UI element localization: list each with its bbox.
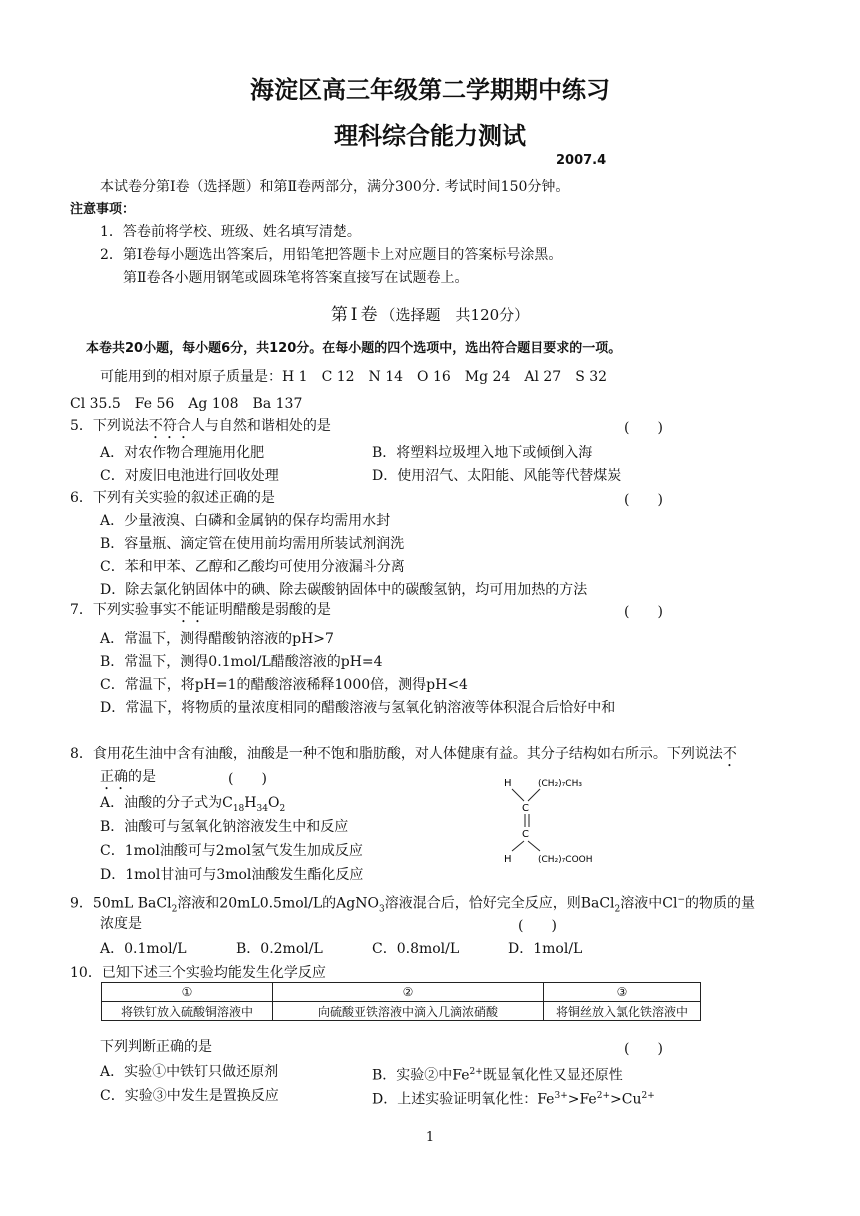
q9-option-c: C．0.8mol/L <box>372 941 460 957</box>
table-header-2: ② <box>273 983 544 1002</box>
atomic-masses-line1: 可能用到的相对原子质量是：H 1 C 12 N 14 O 16 Mg 24 Al 27 S 32 <box>100 369 608 385</box>
exam-title: 海淀区高三年级第二学期期中练习 <box>250 76 610 104</box>
q10-answer-blank: ( ) <box>624 1041 663 1057</box>
struct-c-top: C <box>522 803 529 814</box>
q7-option-a: A．常温下，测得醋酸钠溶液的pH>7 <box>100 631 334 647</box>
q9-answer-blank: ( ) <box>518 918 557 934</box>
q8-emphasis-1: 不 <box>722 746 737 762</box>
q7-option-c: C．常温下，将pH=1的醋酸溶液稀释1000倍，测得pH<4 <box>100 677 468 693</box>
struct-r-bottom: (CH₂)₇COOH <box>538 855 593 865</box>
q10-option-a: A．实验①中铁钉只做还原剂 <box>100 1064 279 1080</box>
q6-answer-blank: ( ) <box>624 492 663 508</box>
q7-post: 证明醋酸是弱酸的是 <box>204 602 331 618</box>
oleic-acid-structure <box>500 773 630 867</box>
q10-judge: 下列判断正确的是 <box>100 1039 212 1055</box>
question-8-stem-line2 <box>100 768 156 793</box>
question-9-stem: 9．50mL BaCl$_2$溶液和20mL0.5mol/L的AgNO$_3$溶液混合后，恰好完全反应，则BaCl$_2$溶液中Cl−的物质的量 <box>70 895 756 915</box>
struct-c-bottom: C <box>522 829 529 840</box>
section-desc: （选择题 共120分） <box>380 306 530 324</box>
q9-option-b: B．0.2mol/L <box>236 941 323 957</box>
question-8-stem <box>70 745 737 770</box>
q8-emphasis-2: 正确 <box>100 769 128 785</box>
q9-option-a: A．0.1mol/L <box>100 941 187 957</box>
section-name: 第Ⅰ卷 <box>330 305 381 325</box>
table-row <box>102 1002 701 1021</box>
q7-option-b: B．常温下，测得0.1mol/L醋酸溶液的pH=4 <box>100 654 383 670</box>
q7-pre: 7．下列实验事实 <box>70 602 177 618</box>
exam-subtitle: 理科综合能力测试 <box>334 122 526 150</box>
q5-emphasis: 不符合 <box>148 418 191 434</box>
q8-option-d: D．1mol甘油可与3mol油酸发生酯化反应 <box>100 867 364 883</box>
q6-option-b: B．容量瓶、滴定管在使用前均需用所装试剂润洗 <box>100 536 405 552</box>
struct-h-bottom: H <box>504 854 512 865</box>
q6-option-c: C．苯和甲苯、乙醇和乙酸均可使用分液漏斗分离 <box>100 559 405 575</box>
question-5-stem <box>70 417 331 442</box>
q6-option-a: A．少量液溴、白磷和金属钠的保存均需用水封 <box>100 513 391 529</box>
q5-option-d: D．使用沼气、太阳能、风能等代替煤炭 <box>372 468 622 484</box>
struct-bond-2 <box>528 789 540 801</box>
q8-post: 的是 <box>128 769 156 785</box>
table-cell-1: 将铁钉放入硫酸铜溶液中 <box>102 1002 273 1021</box>
struct-bond-1 <box>512 789 524 801</box>
struct-bond-4 <box>528 841 540 851</box>
notice-item-2: 2．第Ⅰ卷每小题选出答案后，用铅笔把答题卡上对应题目的答案标号涂黑。 <box>100 247 563 263</box>
notice-item-3: 第Ⅱ卷各小题用钢笔或圆珠笔将答案直接写在试题卷上。 <box>123 270 469 286</box>
q9-option-d: D．1mol/L <box>508 941 583 957</box>
q8-answer-blank: ( ) <box>228 771 267 787</box>
struct-bond-3 <box>512 841 524 851</box>
q7-emphasis: 不能 <box>176 602 205 618</box>
notice-label: 注意事项： <box>70 202 136 217</box>
section-instruction: 本卷共20小题，每小题6分，共120分。在每小题的四个选项中，选出符合题目要求的一项。 <box>86 341 622 356</box>
q5-pre: 5．下列说法 <box>70 418 149 434</box>
q5-option-b: B．将塑料垃圾埋入地下或倾倒入海 <box>372 445 593 461</box>
table-cell-3: 将铜丝放入氯化铁溶液中 <box>544 1002 701 1021</box>
q7-option-d: D．常温下，将物质的量浓度相同的醋酸溶液与氢氧化钠溶液等体积混合后恰好中和 <box>100 700 616 716</box>
q8-option-c: C．1mol油酸可与2mol氢气发生加成反应 <box>100 843 363 859</box>
section-heading <box>0 300 860 325</box>
exam-date: 2007.4 <box>556 153 607 168</box>
page-number: 1 <box>425 1130 435 1145</box>
notice-item-1: 1．答卷前将学校、班级、姓名填写清楚。 <box>100 224 361 240</box>
struct-r-top: (CH₂)₇CH₃ <box>538 779 582 789</box>
q5-option-c: C．对废旧电池进行回收处理 <box>100 468 279 484</box>
question-10-stem: 10．已知下述三个实验均能发生化学反应 <box>70 965 326 981</box>
q5-post: 人与自然和谐相处的是 <box>190 418 331 434</box>
table-cell-2: 向硫酸亚铁溶液中滴入几滴浓硝酸 <box>273 1002 544 1021</box>
q8-option-a: A．油酸的分子式为$C_{18}H_{34}O_2$ <box>100 795 286 814</box>
q5-option-a: A．对农作物合理施用化肥 <box>100 445 265 461</box>
experiment-table <box>101 982 701 1021</box>
table-header-1: ① <box>102 983 273 1002</box>
q6-option-d: D．除去氯化钠固体中的碘、除去碳酸钠固体中的碳酸氢钠，均可用加热的方法 <box>100 582 588 598</box>
q10-option-d: D．上述实验证明氧化性：$Fe^{3+}>Fe^{2+}>Cu^{2+}$ <box>372 1091 655 1108</box>
question-6-stem: 6．下列有关实验的叙述正确的是 <box>70 490 275 506</box>
q8-line1: 8．食用花生油中含有油酸，油酸是一种不饱和脂肪酸，对人体健康有益。其分子结构如右所示。下列说法 <box>70 746 723 762</box>
question-9-stem-line2: 浓度是 <box>100 916 142 932</box>
table-header-row <box>102 983 701 1002</box>
table-header-3: ③ <box>544 983 701 1002</box>
q7-answer-blank: ( ) <box>624 604 663 620</box>
q8-option-b: B．油酸可与氢氧化钠溶液发生中和反应 <box>100 819 349 835</box>
atomic-masses-line2: Cl 35.5 Fe 56 Ag 108 Ba 137 <box>70 396 303 412</box>
struct-h-top: H <box>504 778 512 789</box>
q10-option-c: C．实验③中发生是置换反应 <box>100 1088 279 1104</box>
q10-option-b: B．实验②中$Fe^{2+}$既显氧化性又显还原性 <box>372 1067 623 1084</box>
q5-answer-blank: ( ) <box>624 420 663 436</box>
intro-text: 本试卷分第Ⅰ卷（选择题）和第Ⅱ卷两部分，满分300分. 考试时间150分钟。 <box>100 179 570 195</box>
question-7-stem <box>70 601 331 626</box>
